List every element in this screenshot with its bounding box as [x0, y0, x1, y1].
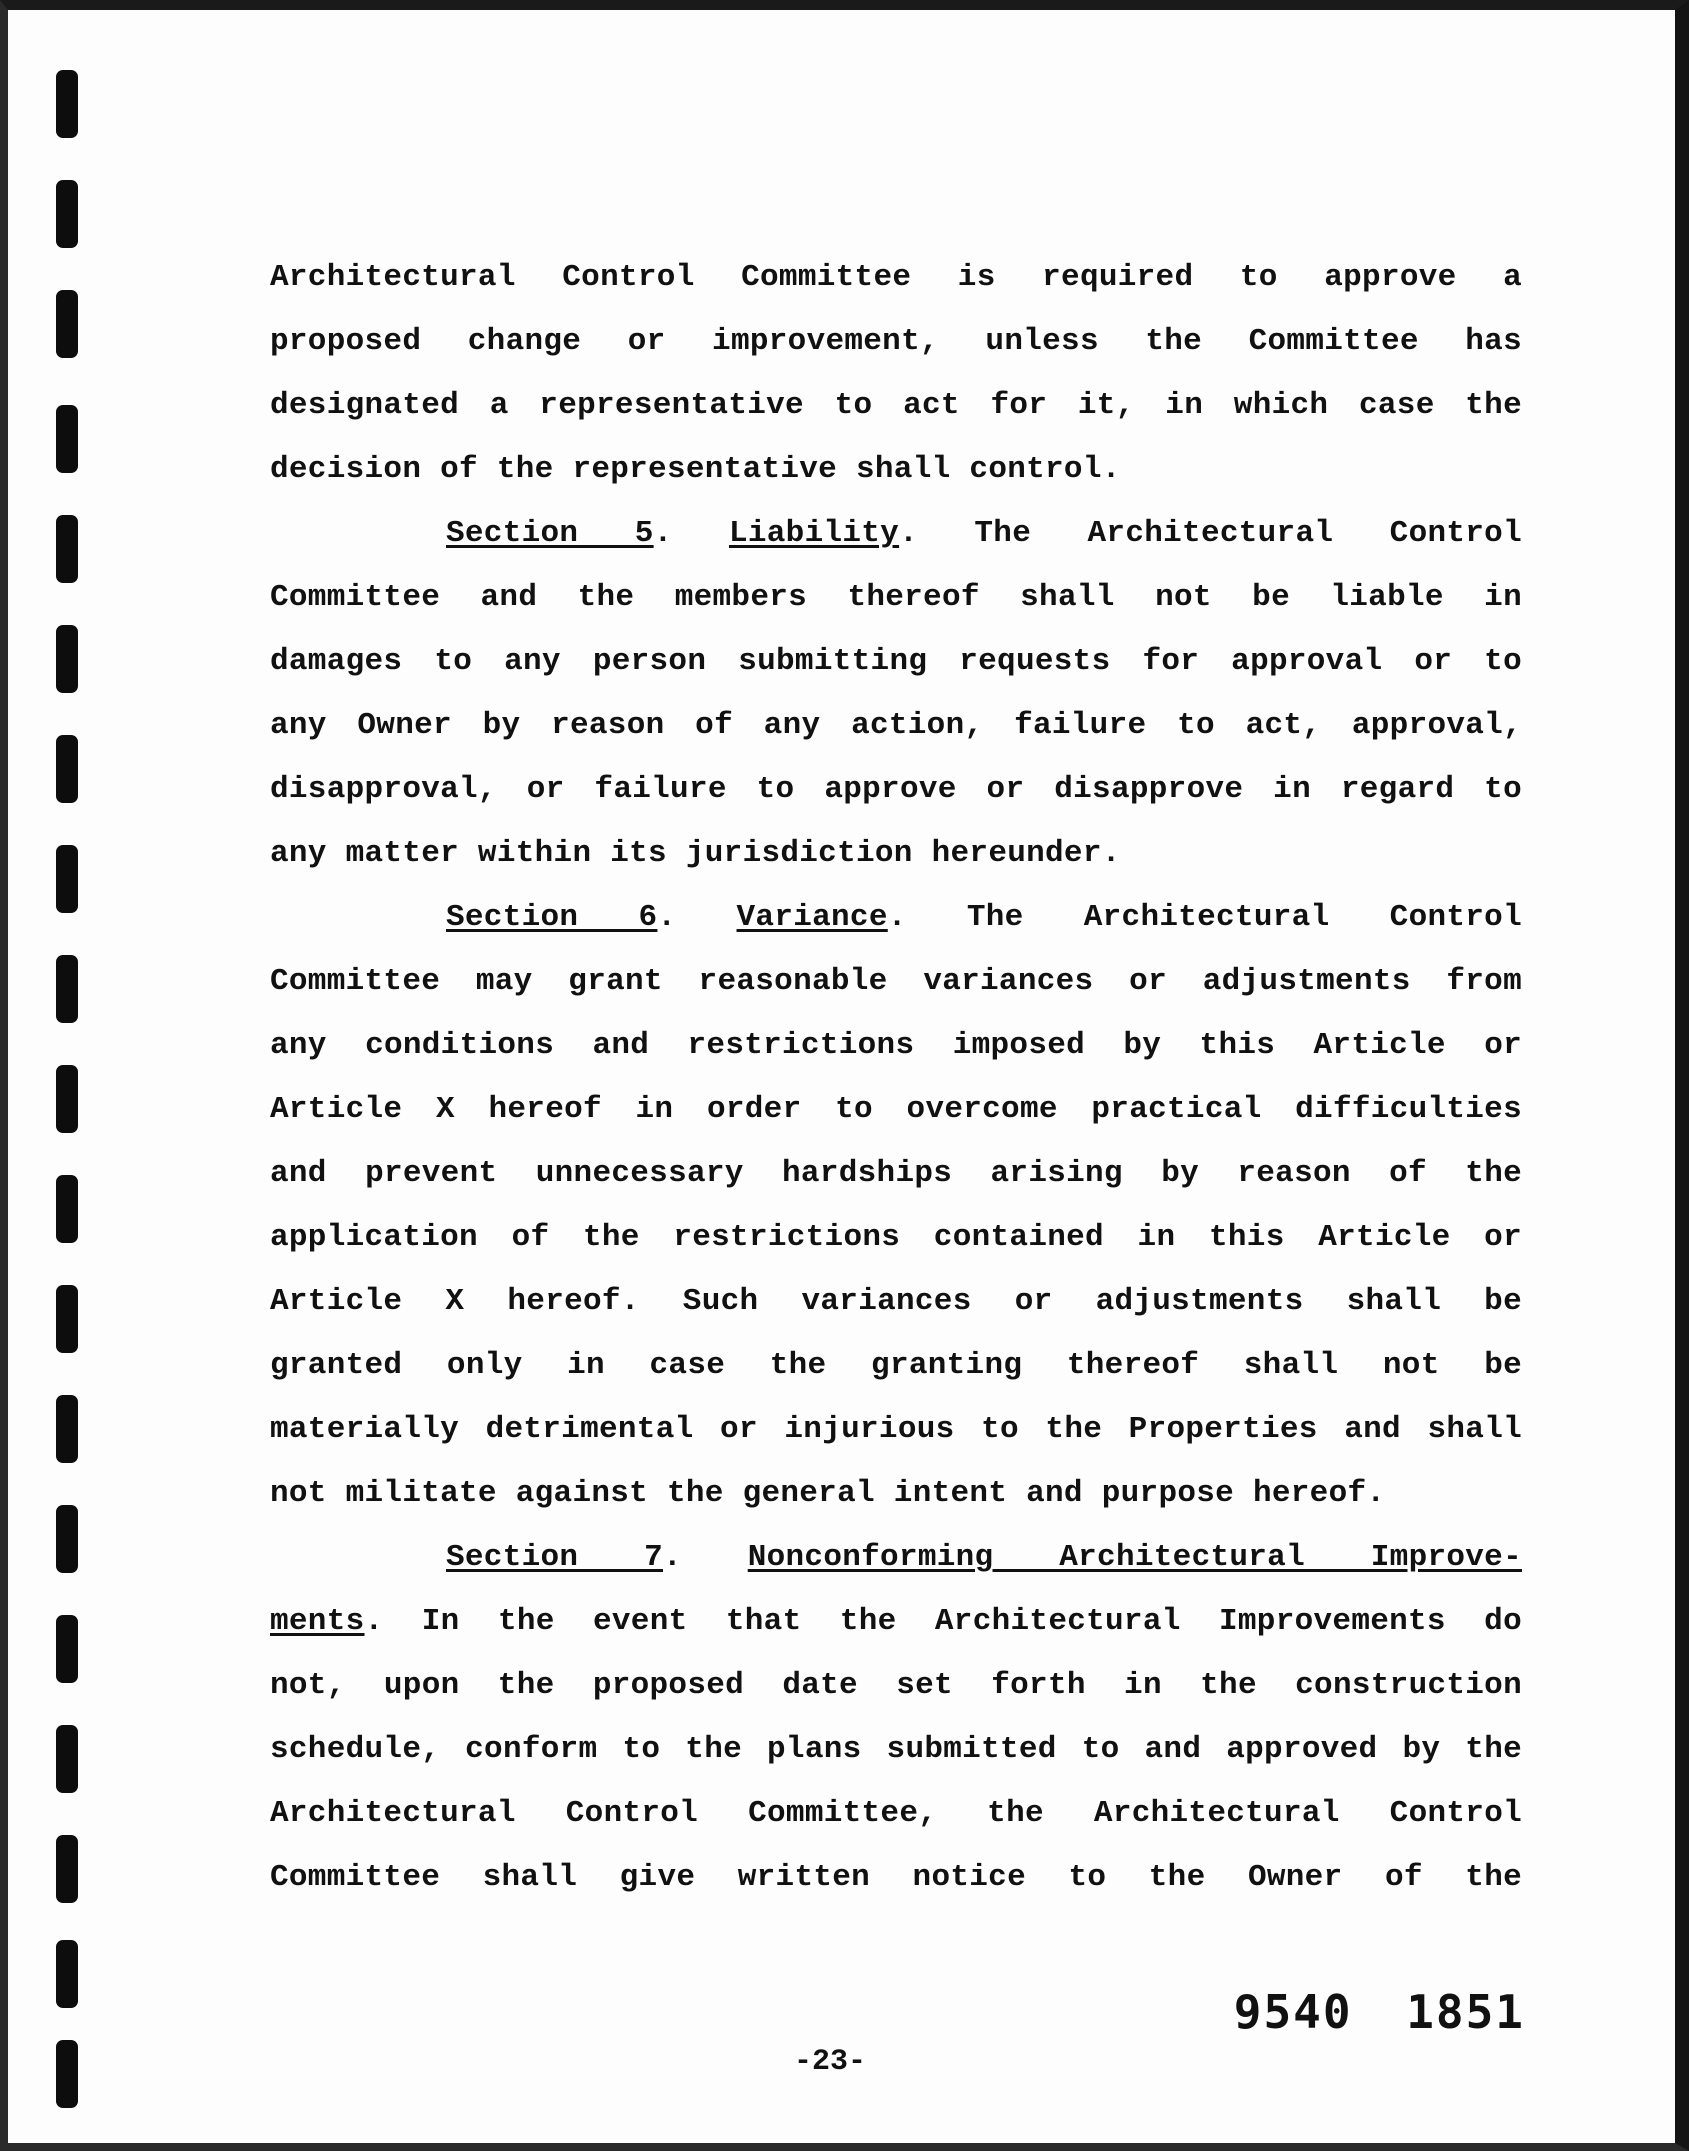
text-line: damages to any person submitting requests for approval or to [270, 644, 1522, 679]
section-7-heading-line: Section 7. Nonconforming Architectural Improve- [446, 1540, 1522, 1575]
text-line: materially detrimental or injurious to the Properties and shall [270, 1412, 1522, 1447]
text-line: any Owner by reason of any action, failure to act, approval, [270, 708, 1522, 743]
text-line: any matter within its jurisdiction hereunder. [270, 836, 1121, 871]
punch-hole [56, 845, 78, 913]
text-line: designated a representative to act for it, in which case the [270, 388, 1522, 423]
text-line: schedule, conform to the plans submitted to and approved by the [270, 1732, 1522, 1767]
text-line: Article X hereof in order to overcome practical difficulties [270, 1092, 1522, 1127]
punch-hole [56, 955, 78, 1023]
punch-hole [56, 515, 78, 583]
text-line: disapproval, or failure to approve or disapprove in regard to [270, 772, 1522, 807]
text-line: any conditions and restrictions imposed by this Article or [270, 1028, 1522, 1063]
text-line: Committee shall give written notice to the Owner of the [270, 1860, 1522, 1895]
section-5-first-line-text: The Architectural Control [974, 516, 1522, 551]
punch-hole [56, 1505, 78, 1573]
punch-hole [56, 1725, 78, 1793]
section-7-title-part1: Nonconforming Architectural Improve- [747, 1540, 1522, 1575]
section-6-first-line-text: The Architectural Control [966, 900, 1522, 935]
text-line: and prevent unnecessary hardships arising by reason of the [270, 1156, 1522, 1191]
punch-hole [56, 70, 78, 138]
section-5-number: Section 5 [446, 516, 654, 551]
text-line: not, upon the proposed date set forth in the construction [270, 1668, 1522, 1703]
page-number: -23- [794, 2045, 867, 2079]
text-line: granted only in case the granting thereof shall not be [270, 1348, 1522, 1383]
text-line: Article X hereof. Such variances or adjustments shall be [270, 1284, 1522, 1319]
text-line: Architectural Control Committee, the Architectural Control [270, 1796, 1522, 1831]
text-line: decision of the representative shall control. [270, 452, 1121, 487]
text-line: not militate against the general intent and purpose hereof. [270, 1476, 1386, 1511]
text-line: Architectural Control Committee is required to approve a [270, 260, 1522, 295]
section-7-title-part2: ments [270, 1604, 365, 1639]
bates-number: 9540 1851 [1233, 1985, 1525, 2039]
punch-hole [56, 1835, 78, 1903]
punch-hole [56, 625, 78, 693]
punch-hole [56, 1395, 78, 1463]
section-7-second-line-text: In the event that the Architectural Improvements do [421, 1604, 1522, 1639]
section-7-number: Section 7 [446, 1540, 664, 1575]
punch-hole [56, 1285, 78, 1353]
text-line: application of the restrictions contained in this Article or [270, 1220, 1522, 1255]
punch-hole [56, 1065, 78, 1133]
body-text [270, 246, 1522, 1910]
punch-hole [56, 180, 78, 248]
section-6-heading-line: Section 6. Variance. The Architectural Control [446, 900, 1522, 935]
punch-hole [56, 1175, 78, 1243]
punch-hole [56, 735, 78, 803]
punch-hole [56, 1615, 78, 1683]
text-line: Committee and the members thereof shall not be liable in [270, 580, 1522, 615]
text-line: proposed change or improvement, unless the Committee has [270, 324, 1522, 359]
section-6-number: Section 6 [446, 900, 658, 935]
section-7-second-line: ments. In the event that the Architectural Improvements do [270, 1604, 1522, 1639]
punch-hole [56, 405, 78, 473]
section-5-title: Liability [728, 516, 900, 551]
section-6-title: Variance [736, 900, 888, 935]
punch-holes-strip [56, 70, 82, 2110]
punch-hole [56, 290, 78, 358]
punch-hole [56, 2040, 78, 2108]
section-5-heading-line: Section 5. Liability. The Architectural Control [446, 516, 1522, 551]
text-line: Committee may grant reasonable variances or adjustments from [270, 964, 1522, 999]
punch-hole [56, 1940, 78, 2008]
